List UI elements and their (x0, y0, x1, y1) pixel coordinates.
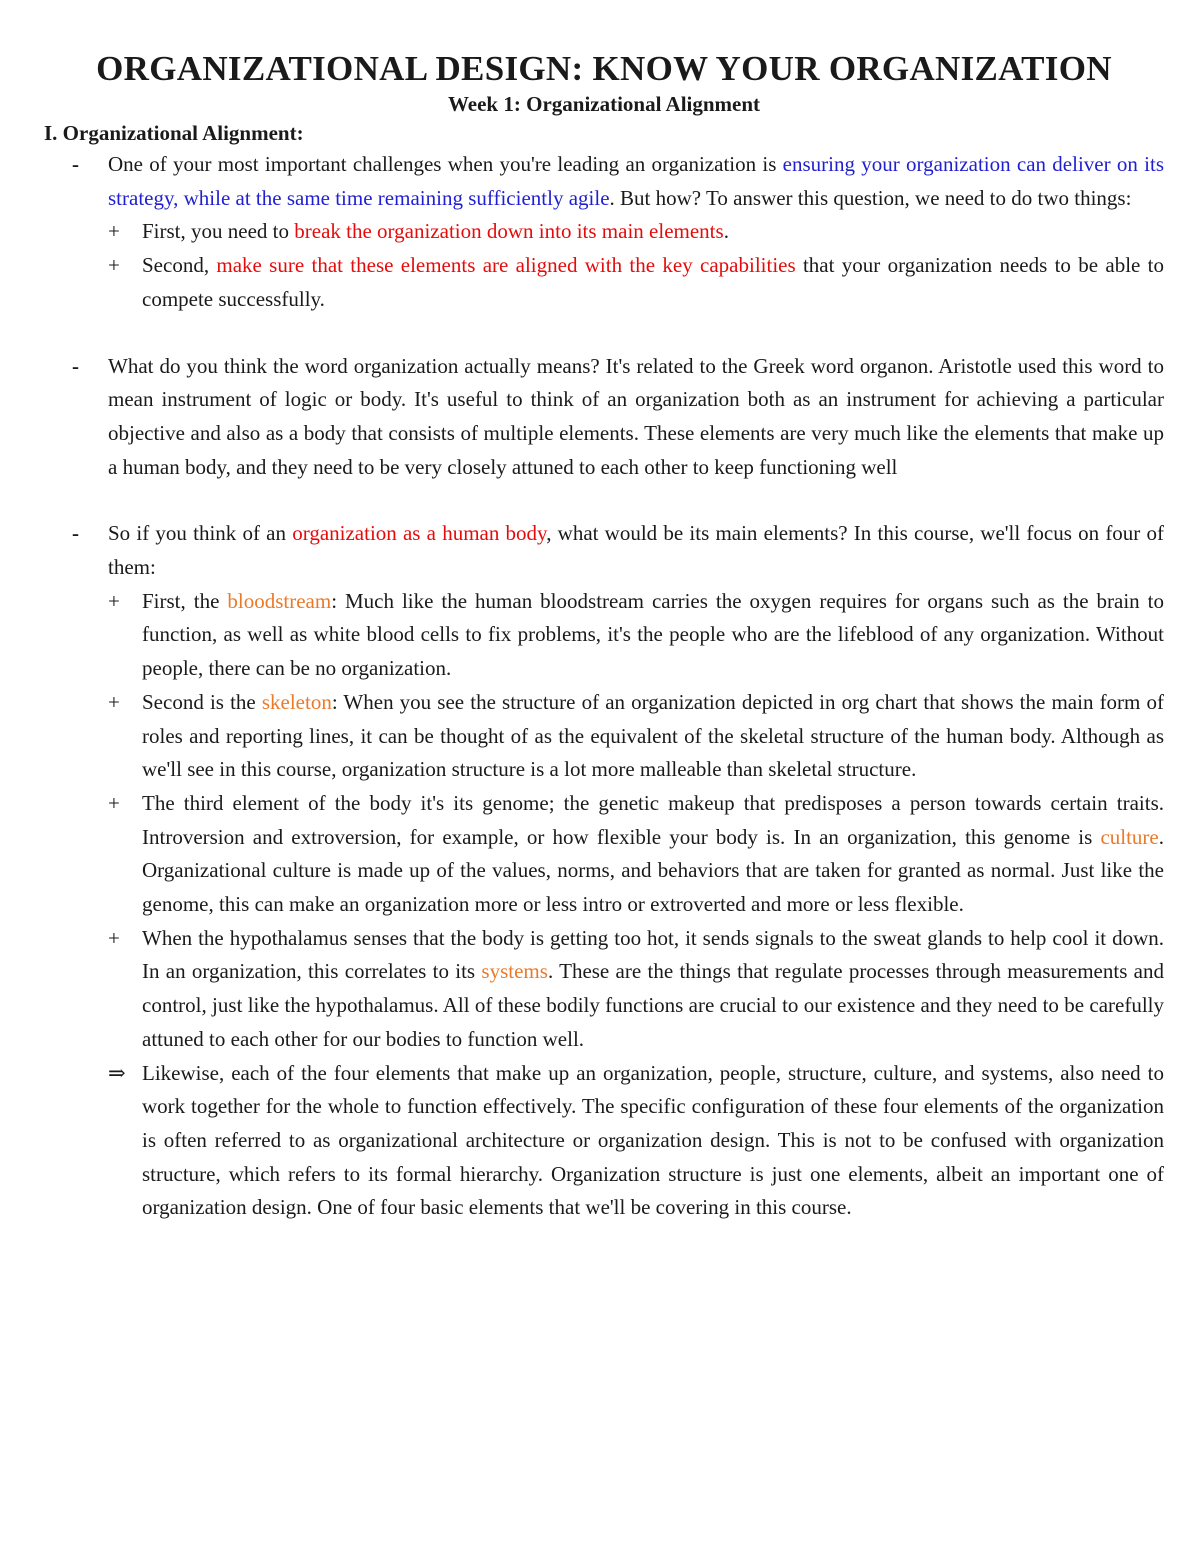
paragraph-text: First, the (142, 588, 228, 613)
bullet-human-body (44, 517, 1164, 584)
highlight-orange: culture (1100, 824, 1159, 849)
paragraph-text: So if you think of an (108, 521, 293, 546)
paragraph-text: . Organizational culture is made up of the values, norms, and behaviors that are taken for granted as normal. Just like the genome, this can make an organization more or less intro or extroverted and more or less flexible. (142, 824, 1164, 917)
section-heading: I. Organizational Alignment: (44, 121, 304, 145)
highlight-red: break the organization down into its main elements (294, 219, 724, 244)
plus-marker: + (108, 588, 120, 613)
dash-marker: - (72, 353, 79, 378)
highlight-orange: skeleton (261, 689, 332, 714)
paragraph-text: First, you need to (142, 219, 295, 244)
plus-marker: + (108, 689, 120, 714)
document-body (44, 148, 1164, 1225)
paragraph-text: Second, (142, 253, 217, 278)
bullet-organization-meaning (44, 350, 1164, 485)
paragraph-text: What do you think the word organization actually means? It's related to the Greek word organon. Aristotle used this word to mean instrument of logic or body. It's useful to think of an organization both as an instrument for achieving a particular objective and also as a body that consists of multiple elements. These elements are very much like the elements that make up a human body, and they need to be very closely attuned to each other to keep functioning well (108, 353, 1164, 479)
sub-bullet-conclusion (44, 1057, 1164, 1226)
paragraph-text: When the hypothalamus senses that the body is getting too hot, it sends signals to the sweat glands to help cool it down. In an organization, this correlates to its (142, 925, 1164, 984)
sub-bullet-bloodstream (44, 585, 1164, 686)
paragraph-text: . (723, 219, 729, 244)
paragraph-gap (44, 317, 1164, 350)
paragraph-text: Second is the (142, 689, 262, 714)
document-title: ORGANIZATIONAL DESIGN: KNOW YOUR ORGANIZATION (96, 49, 1112, 88)
highlight-red: make sure that these elements are aligned with the key capabilities (216, 253, 796, 278)
paragraph-text: that your organization needs to be able to compete successfully. (142, 253, 1165, 311)
highlight-orange: bloodstream (227, 588, 332, 613)
arrow-marker: ⇒ (108, 1060, 126, 1085)
highlight-orange: systems (481, 959, 548, 984)
paragraph-text: The third element of the body it's its genome; the genetic makeup that predisposes a person towards certain traits. Introversion and extroversion, for example, or how flexible your body is. In an organization, this genome is (142, 790, 1164, 849)
paragraph-text: : When you see the structure of an organization depicted in org chart that shows the main form of roles and reporting lines, it can be thought of as the equivalent of the skeletal structure of the human body. Although as we'll see in this course, organization structure is a lot more malleable than skeletal structure. (142, 689, 1165, 782)
plus-marker: + (108, 253, 120, 278)
dash-marker: - (72, 521, 79, 546)
sub-bullet-systems (44, 922, 1164, 1057)
bullet-alignment-challenge (44, 148, 1164, 215)
highlight-blue: ensuring your organization can deliver on its strategy, while at the same time remaining sufficiently agile (108, 152, 1164, 210)
dash-marker: - (72, 152, 79, 176)
paragraph-text: One of your most important challenges when you're leading an organization is (108, 152, 783, 176)
plus-marker: + (108, 925, 120, 950)
paragraph-text: : Much like the human bloodstream carries the oxygen requires for organs such as the brain to function, as well as white blood cells to fix problems, it's the people who are the lifeblood of any organization. Without people, there can be no organization. (142, 588, 1164, 681)
document-subtitle: Week 1: Organizational Alignment (447, 92, 761, 116)
sub-bullet-culture (44, 787, 1164, 922)
plus-marker: + (108, 219, 120, 244)
paragraph-text: . These are the things that regulate processes through measurements and control, just like the hypothalamus. All of these bodily functions are crucial to our existence and they need to be carefully attuned to each other for our bodies to function well. (142, 959, 1164, 1051)
paragraph-text: , what would be its main elements? In this course, we'll focus on four of them: (108, 521, 1164, 580)
plus-marker: + (108, 790, 120, 815)
sub-bullet-align-capabilities (44, 249, 1164, 316)
sub-bullet-skeleton (44, 686, 1164, 787)
highlight-red: organization as a human body (292, 521, 547, 546)
sub-bullet-break-down (44, 215, 1164, 249)
paragraph-text: . But how? To answer this question, we need to do two things: (609, 185, 1132, 210)
paragraph-text: Likewise, each of the four elements that make up an organization, people, structure, culture, and systems, also need to work together for the whole to function effectively. The specific configuration of these four elements of the organization is often referred to as organizational architecture or organization design. This is not to be confused with organization structure, which refers to its formal hierarchy. Organization structure is just one elements, albeit an important one of organization design. One of four basic elements that we'll be covering in this course. (142, 1060, 1164, 1220)
paragraph-gap (44, 484, 1164, 517)
